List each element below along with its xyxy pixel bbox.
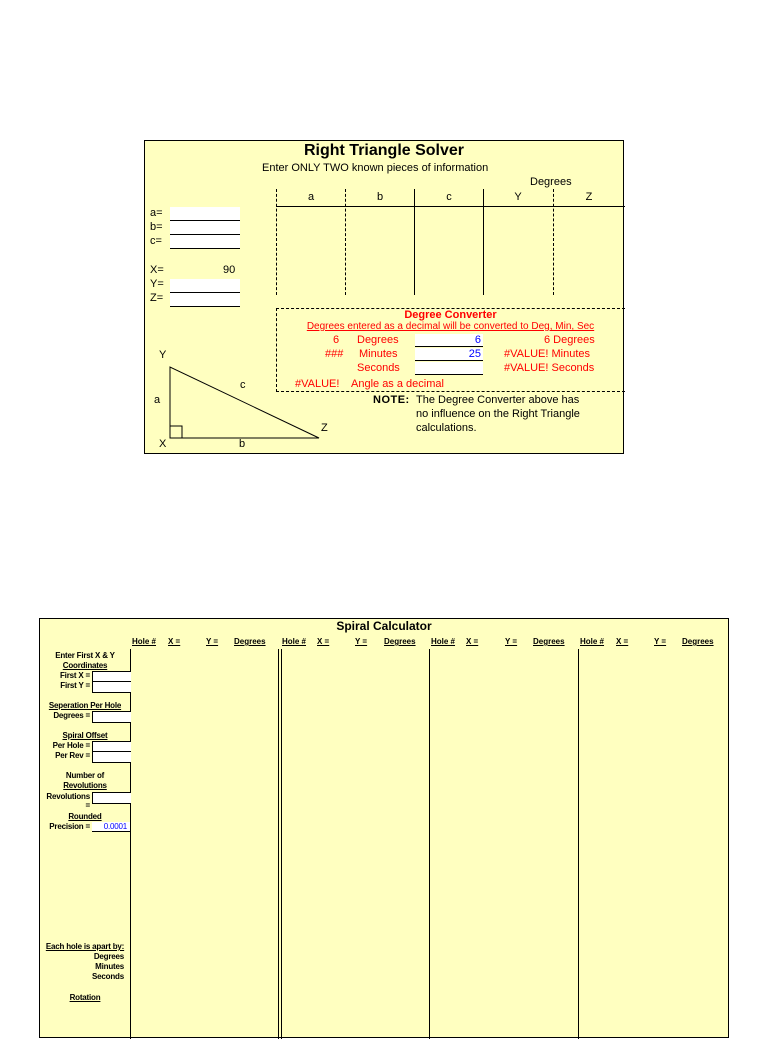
col-y-header: Y = — [206, 637, 219, 646]
col-b-header: b — [376, 191, 384, 203]
results-divider — [276, 189, 277, 295]
label-x: X= — [150, 264, 164, 276]
col-hole-header: Hole # — [132, 637, 157, 646]
revolutions-label: Revolutions = — [46, 792, 90, 810]
col-degrees-header: Degrees — [533, 637, 565, 646]
converter-row2-label: Minutes — [359, 348, 398, 360]
side-a-input[interactable] — [170, 207, 240, 221]
each-hole-label: Each hole is apart by: — [45, 942, 125, 951]
converter-row2-left: ### — [325, 348, 344, 360]
diagram-c-label: c — [240, 379, 246, 391]
label-y: Y= — [150, 278, 164, 290]
converter-title: Degree Converter — [404, 309, 497, 321]
col-x-header: X = — [466, 637, 479, 646]
diagram-a-label: a — [154, 394, 161, 406]
triangle-solver-panel — [144, 140, 624, 454]
column-group-divider — [578, 649, 579, 1039]
revolutions-input[interactable] — [92, 792, 131, 804]
angle-y-input[interactable] — [170, 279, 240, 293]
rounded-label: Rounded — [68, 812, 102, 821]
results-divider — [345, 189, 346, 295]
converter-row1-label: Degrees — [357, 334, 399, 346]
spiral-title: Spiral Calculator — [336, 619, 432, 633]
solver-subtitle: Enter ONLY TWO known pieces of information — [262, 162, 489, 174]
spiral-calculator-panel — [39, 618, 729, 1038]
col-y-header: Y = — [355, 637, 368, 646]
col-c-header: c — [446, 191, 452, 203]
column-group-divider — [429, 649, 430, 1039]
coordinates-label: Coordinates — [62, 661, 108, 670]
label-z: Z= — [150, 292, 164, 304]
diagram-z-label: Z — [321, 422, 328, 434]
per-rev-label: Per Rev = — [55, 751, 90, 760]
col-y-header: Y = — [505, 637, 518, 646]
decimal-label: Angle as a decimal — [351, 378, 444, 390]
converter-row1-result: 6 Degrees — [544, 334, 595, 346]
degrees-input[interactable]: 6 — [415, 334, 483, 347]
x-angle-value: 90 — [223, 264, 236, 276]
minutes-input[interactable]: 25 — [415, 348, 483, 361]
side-c-input[interactable] — [170, 235, 240, 249]
converter-row3-result: #VALUE! Seconds — [504, 362, 595, 374]
decimal-value: #VALUE! — [295, 378, 340, 390]
col-y-header: Y — [514, 191, 522, 203]
enter-first-label: Enter First X & Y — [55, 651, 115, 660]
separation-label: Seperation Per Hole — [48, 701, 122, 710]
converter-subtitle: Degrees entered as a decimal will be converted to Deg, Min, Sec — [306, 321, 595, 332]
note-label: NOTE: — [373, 394, 410, 406]
separation-degrees-label: Degrees = — [53, 711, 90, 720]
per-rev-input[interactable] — [92, 751, 131, 763]
results-divider — [553, 189, 554, 295]
converter-row2-result: #VALUE! Minutes — [504, 348, 591, 360]
revolutions-heading: Revolutions — [63, 781, 107, 790]
right-angle-marker — [170, 426, 182, 438]
diagram-b-label: b — [239, 438, 246, 450]
precision-label: Precision = — [49, 822, 90, 831]
rotation-label: Rotation — [69, 993, 101, 1002]
solver-title: Right Triangle Solver — [303, 142, 465, 159]
col-y-header: Y = — [654, 637, 667, 646]
note-text-2: no influence on the Right Triangle — [416, 408, 580, 420]
angle-z-input[interactable] — [170, 293, 240, 307]
label-c: c= — [150, 235, 162, 247]
each-hole-minutes: Minutes — [95, 962, 124, 971]
separation-degrees-input[interactable] — [92, 711, 131, 723]
results-divider — [483, 189, 484, 295]
number-of-label: Number of — [65, 771, 105, 780]
seconds-input[interactable] — [415, 362, 483, 375]
col-hole-header: Hole # — [282, 637, 307, 646]
sidebar-divider — [130, 649, 131, 1039]
each-hole-degrees: Degrees — [93, 952, 124, 961]
diagram-y-label: Y — [159, 349, 167, 361]
col-hole-header: Hole # — [580, 637, 605, 646]
col-degrees-header: Degrees — [384, 637, 416, 646]
degrees-header: Degrees — [530, 176, 572, 188]
first-y-input[interactable] — [92, 681, 131, 693]
side-b-input[interactable] — [170, 221, 240, 235]
results-divider — [414, 189, 415, 295]
diagram-x-label: X — [159, 438, 167, 450]
col-hole-header: Hole # — [431, 637, 456, 646]
column-group-divider — [278, 649, 282, 1039]
col-degrees-header: Degrees — [682, 637, 714, 646]
each-hole-seconds: Seconds — [92, 972, 124, 981]
col-degrees-header: Degrees — [234, 637, 266, 646]
label-b: b= — [150, 221, 163, 233]
col-x-header: X = — [168, 637, 181, 646]
converter-row3-label: Seconds — [357, 362, 400, 374]
per-hole-label: Per Hole = — [52, 741, 90, 750]
first-x-label: First X = — [60, 671, 90, 680]
label-a: a= — [150, 207, 163, 219]
first-y-label: First Y = — [60, 681, 90, 690]
note-text-1: The Degree Converter above has — [416, 394, 580, 406]
converter-row1-left: 6 — [333, 334, 340, 346]
spiral-offset-label: Spiral Offset — [62, 731, 108, 740]
col-a-header: a — [307, 191, 315, 203]
col-x-header: X = — [317, 637, 330, 646]
note-text-3: calculations. — [416, 422, 477, 434]
results-header-rule — [276, 206, 625, 207]
col-z-header: Z — [585, 191, 593, 203]
precision-input[interactable]: 0.0001 — [92, 822, 130, 832]
col-x-header: X = — [616, 637, 629, 646]
